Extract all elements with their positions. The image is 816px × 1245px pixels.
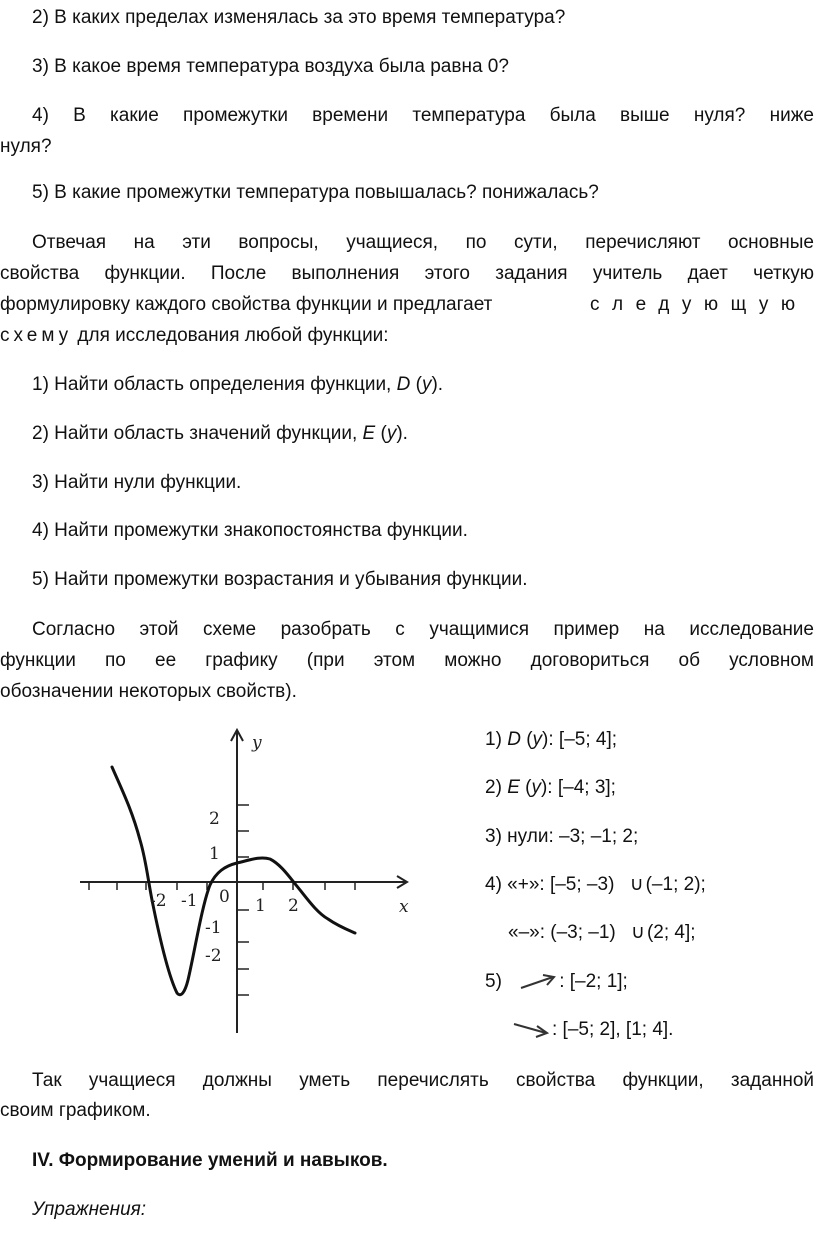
answer-var: y xyxy=(532,729,543,750)
para1-line3 xyxy=(0,293,814,317)
answer-symbol: E xyxy=(507,777,520,798)
union-icon: ∪ xyxy=(631,922,645,943)
increasing-arrow-icon xyxy=(519,973,559,991)
y-tick-label: -1 xyxy=(205,918,222,938)
answer-1 xyxy=(485,728,617,752)
question-4-line1: 4) В какие промежутки времени температура была выше нуля? ниже xyxy=(32,105,814,126)
answer-4-minus xyxy=(508,921,696,945)
scheme-item-2 xyxy=(32,422,814,446)
para1-tail: для исследования любой функции: xyxy=(77,325,389,346)
para2-line1: Согласно этой схеме разобрать с учащимися пример на исследование xyxy=(32,619,814,640)
x-tick-label: 2 xyxy=(288,896,299,916)
y-axis-label: y xyxy=(252,733,262,753)
scheme-var: y xyxy=(421,374,432,395)
interval: : [–2; 1]; xyxy=(559,971,628,992)
y-ticks xyxy=(237,805,249,995)
scheme-symbol: E xyxy=(362,423,376,444)
spaced-word: следующую xyxy=(590,294,808,315)
scheme-text: 1) Найти область определения функции, xyxy=(32,374,397,395)
scheme-item-4: 4) Найти промежутки знакопостоянства функции. xyxy=(32,520,468,541)
answer-symbol: D xyxy=(507,729,521,750)
section-heading: IV. Формирование умений и навыков. xyxy=(32,1150,388,1171)
x-tick-label: 0 xyxy=(219,887,230,907)
scheme-symbol: D xyxy=(396,374,411,395)
paren: ( xyxy=(520,729,533,750)
interval: (–1; 2); xyxy=(645,874,706,895)
function-curve xyxy=(112,767,355,995)
answer-4-plus xyxy=(485,873,706,897)
para2-line3: обозначении некоторых свойств). xyxy=(0,681,297,702)
function-graph xyxy=(60,720,420,1050)
y-tick-label: 2 xyxy=(209,809,220,829)
paren: ( xyxy=(519,777,532,798)
interval: (2; 4]; xyxy=(646,922,696,943)
para1-line2: свойства функции. После выполнения этого задания учитель дает четкую xyxy=(0,263,814,284)
answer-var: y xyxy=(531,777,541,798)
y-tick-label: -2 xyxy=(205,946,222,966)
answer-num: 1) xyxy=(485,729,508,750)
interval: : [–5; 2], [1; 4]. xyxy=(552,1019,674,1040)
final-line1: Так учащиеся должны уметь перечислять свойства функции, заданной xyxy=(32,1070,814,1091)
answer-5-increasing xyxy=(485,970,628,994)
para1-line4 xyxy=(0,324,782,348)
scheme-item-1 xyxy=(32,373,814,397)
x-tick-label: -2 xyxy=(150,891,167,911)
spaced-word-2: схему xyxy=(0,325,73,346)
interval: 4) «+»: [–5; –3) xyxy=(485,874,615,895)
para1-line1: Отвечая на эти вопросы, учащиеся, по сути, перечисляют основные xyxy=(32,232,814,253)
question-2: 2) В каких пределах изменялась за это время температура? xyxy=(32,7,566,28)
answer-num: 2) xyxy=(485,777,508,798)
answer-num: 5) xyxy=(485,971,502,992)
answer-2 xyxy=(485,776,616,800)
para2-line2: функции по ее графику (при этом можно договориться об условном xyxy=(0,650,814,671)
question-3: 3) В какое время температура воздуха была равна 0? xyxy=(32,56,509,77)
interval: «–»: (–3; –1) xyxy=(508,922,616,943)
question-4-line2: нуля? xyxy=(0,136,52,157)
answer-3: 3) нули: –3; –1; 2; xyxy=(485,826,639,847)
x-axis-label: x xyxy=(399,897,409,917)
paren: ( xyxy=(410,374,422,395)
answer-value: ): [–4; 3]; xyxy=(540,777,616,798)
y-tick-label: 1 xyxy=(209,844,220,864)
final-line2: своим графиком. xyxy=(0,1100,151,1121)
decreasing-arrow-icon xyxy=(512,1021,552,1039)
x-tick-label: 1 xyxy=(255,896,266,916)
scheme-text: 2) Найти область значений функции, xyxy=(32,423,363,444)
scheme-item-3: 3) Найти нули функции. xyxy=(32,472,242,493)
exercises-label: Упражнения: xyxy=(32,1199,147,1220)
paren: ( xyxy=(375,423,387,444)
paren: ). xyxy=(431,374,444,395)
union-icon: ∪ xyxy=(629,874,644,895)
answer-value: ): [–5; 4]; xyxy=(542,729,618,750)
scheme-item-5: 5) Найти промежутки возрастания и убывания функции. xyxy=(32,569,528,590)
question-5: 5) В какие промежутки температура повышалась? понижалась? xyxy=(32,182,599,203)
para1-line3-text: формулировку каждого свойства функции и предлагает xyxy=(0,294,493,315)
answer-5-decreasing xyxy=(512,1018,673,1042)
paren: ). xyxy=(396,423,408,444)
scheme-var: y xyxy=(386,423,397,444)
x-tick-label: -1 xyxy=(181,891,198,911)
